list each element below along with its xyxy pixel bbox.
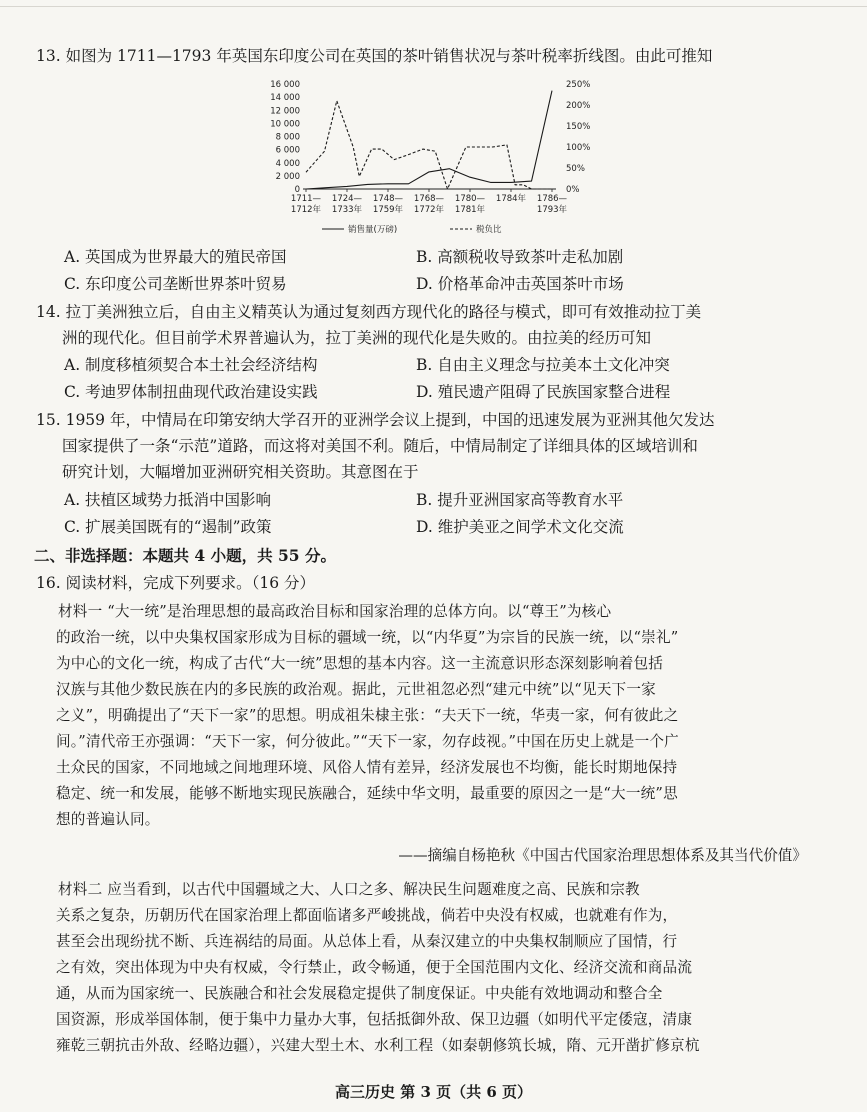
- material1-line: 材料一 “大一统”是治理思想的最高政治目标和国家治理的总体方向。以“尊王”为核心: [58, 603, 612, 620]
- q13-option-b[interactable]: B. 高额税收导致茶叶走私加剧: [416, 248, 624, 266]
- left-tick-label: 6 000: [275, 145, 300, 156]
- right-tick-label: 200%: [566, 101, 591, 111]
- material1-line: 汉族与其他少数民族在内的多民族的政治观。据此，元世祖忽必烈“建元中统”以“见天下一家: [56, 681, 656, 698]
- q14-option-b[interactable]: B. 自由主义理念与拉美本土文化冲突: [416, 356, 670, 374]
- material1-line: 为中心的文化一统，构成了古代“大一统”思想的基本内容。这一主流意识形态深刻影响着包括: [56, 655, 664, 672]
- q15-option-a[interactable]: A. 扶植区域势力抵消中国影响: [64, 491, 272, 509]
- material1-line: 土众民的国家，不同地域之间地理环境、风俗人情有差异，经济发展也不均衡，能长时期地保持: [56, 759, 678, 776]
- page-footer: 高三历史 第 3 页（共 6 页）: [335, 1083, 532, 1101]
- q13-stem: 13. 如图为 1711—1793 年英国东印度公司在英国的茶叶销售状况与茶叶税率折线图。由此可推知: [36, 47, 713, 65]
- q15-option-b[interactable]: B. 提升亚洲国家高等教育水平: [416, 491, 624, 509]
- sales-volume-line: [306, 91, 552, 189]
- q15-stem-line2: 国家提供了一条“示范”道路，而这将对美国不利。随后，中情局制定了详细具体的区域培训和: [62, 437, 698, 455]
- left-tick-label: 4 000: [275, 158, 300, 169]
- q13-option-d[interactable]: D. 价格革命冲击英国茶叶市场: [416, 275, 624, 293]
- x-category-label: 1784年: [495, 194, 527, 204]
- left-tick-label: 2 000: [275, 171, 300, 182]
- q14-stem-line2: 洲的现代化。但目前学术界普遍认为，拉丁美洲的现代化是失败的。由拉美的经历可知: [62, 329, 652, 347]
- q13-option-c[interactable]: C. 东印度公司垄断世界茶叶贸易: [64, 275, 287, 293]
- q15-stem-line3: 研究计划，大幅增加亚洲研究相关资助。其意图在于: [62, 463, 419, 481]
- tax-rate-line: [306, 101, 552, 189]
- right-tick-label: 50%: [566, 164, 585, 174]
- x-category-label: 1711— 1712年: [290, 194, 322, 215]
- material2-line: 雍乾三朝抗击外敌、经略边疆），兴建大型土木、水利工程（如秦朝修筑长城，隋、元开凿扩修京杭: [56, 1037, 700, 1054]
- material1-line: 的政治一统，以中央集权国家形成为目标的疆域一统，以“内华夏”为宗旨的民族一统，以“崇礼”: [56, 629, 679, 646]
- material2-line: 甚至会出现纷扰不断、兵连祸结的局面。从总体上看，从秦汉建立的中央集权制顺应了国情，行: [56, 933, 678, 950]
- left-axis-ticks: [270, 80, 300, 195]
- q15-option-c[interactable]: C. 扩展美国既有的“遏制”政策: [64, 518, 272, 536]
- right-tick-label: 250%: [566, 80, 591, 90]
- q15-option-d[interactable]: D. 维护美亚之间学术文化交流: [416, 518, 624, 536]
- right-tick-label: 150%: [566, 122, 591, 132]
- q13-option-a[interactable]: A. 英国成为世界最大的殖民帝国: [64, 248, 287, 266]
- section-heading: 二、非选择题：本题共 4 小题，共 55 分。: [34, 546, 336, 565]
- left-tick-label: 8 000: [275, 132, 300, 143]
- left-tick-label: 12 000: [270, 106, 300, 117]
- q14-option-a[interactable]: A. 制度移植须契合本土社会经济结构: [64, 356, 318, 374]
- right-axis-ticks: [566, 80, 590, 195]
- material1-line: 之义”，明确提出了“天下一家”的思想。明成祖朱棣主张：“夫天下一统，华夷一家，何有彼此之: [56, 707, 679, 724]
- x-category-label: 1780— 1781年: [454, 194, 486, 215]
- scan-edge: [0, 6, 867, 7]
- right-tick-label: 100%: [566, 143, 591, 153]
- material2-line: 之有效，突出体现为中央有权威，令行禁止，政令畅通，便于全国范围内文化、经济交流和商品流: [56, 959, 693, 976]
- left-tick-label: 10 000: [270, 119, 300, 130]
- q14-stem-line1: 14. 拉丁美洲独立后，自由主义精英认为通过复刻西方现代化的路径与模式，即可有效推动拉丁美: [36, 303, 702, 321]
- x-category-label: 1786— 1793年: [536, 194, 568, 215]
- material2-line: 通，从而为国家统一、民族融合和社会发展稳定提供了制度保证。中央能有效地调动和整合全: [56, 985, 663, 1002]
- material2-line: 国资源，形成举国体制，便于集中力量办大事，包括抵御外敌、保卫边疆（如明代平定倭寇，清康: [56, 1011, 693, 1028]
- x-axis-categories: [291, 189, 568, 215]
- q14-option-d[interactable]: D. 殖民遗产阻碍了民族国家整合进程: [416, 383, 671, 401]
- material1-source: ——摘编自杨艳秋《中国古代国家治理思想体系及其当代价值》: [398, 847, 807, 864]
- left-tick-label: 14 000: [270, 93, 300, 104]
- q15-stem-line1: 15. 1959 年，中情局在印第安纳大学召开的亚洲学会议上提到，中国的迅速发展为亚洲其他欠发达: [36, 411, 715, 429]
- chart-series: [306, 91, 552, 189]
- left-tick-label: 16 000: [270, 80, 300, 90]
- chart-legend: [322, 224, 502, 235]
- q14-option-c[interactable]: C. 考迪罗体制扭曲现代政治建设实践: [64, 383, 318, 401]
- material1-line: 稳定、统一和发展，能够不断地实现民族融合，延续中华文明，最重要的原因之一是“大一统”思: [56, 785, 678, 802]
- x-category-label: 1724— 1733年: [331, 194, 363, 215]
- legend-label: 销售量(万磅): [348, 225, 398, 235]
- material2-line: 关系之复杂，历朝历代在国家治理上都面临诸多严峻挑战，倘若中央没有权威，也就难有作为，: [56, 907, 678, 924]
- left-tick-label: 0: [294, 185, 300, 195]
- material1-line: 想的普遍认同。: [56, 811, 160, 828]
- right-tick-label: 0%: [566, 185, 580, 195]
- x-category-label: 1768— 1772年: [413, 194, 445, 215]
- legend-label: 税负比: [476, 225, 502, 235]
- tea-sales-tax-chart: [262, 72, 592, 242]
- material2-line: 材料二 应当看到，以古代中国疆域之大、人口之多、解决民生问题难度之高、民族和宗教: [58, 881, 640, 898]
- material1-line: 间。”清代帝王亦强调：“天下一家，何分彼此。”“天下一家，勿存歧视。”中国在历史上就是一个广: [56, 733, 679, 750]
- q16-stem: 16. 阅读材料，完成下列要求。（16 分）: [36, 574, 315, 592]
- x-category-label: 1748— 1759年: [372, 194, 404, 215]
